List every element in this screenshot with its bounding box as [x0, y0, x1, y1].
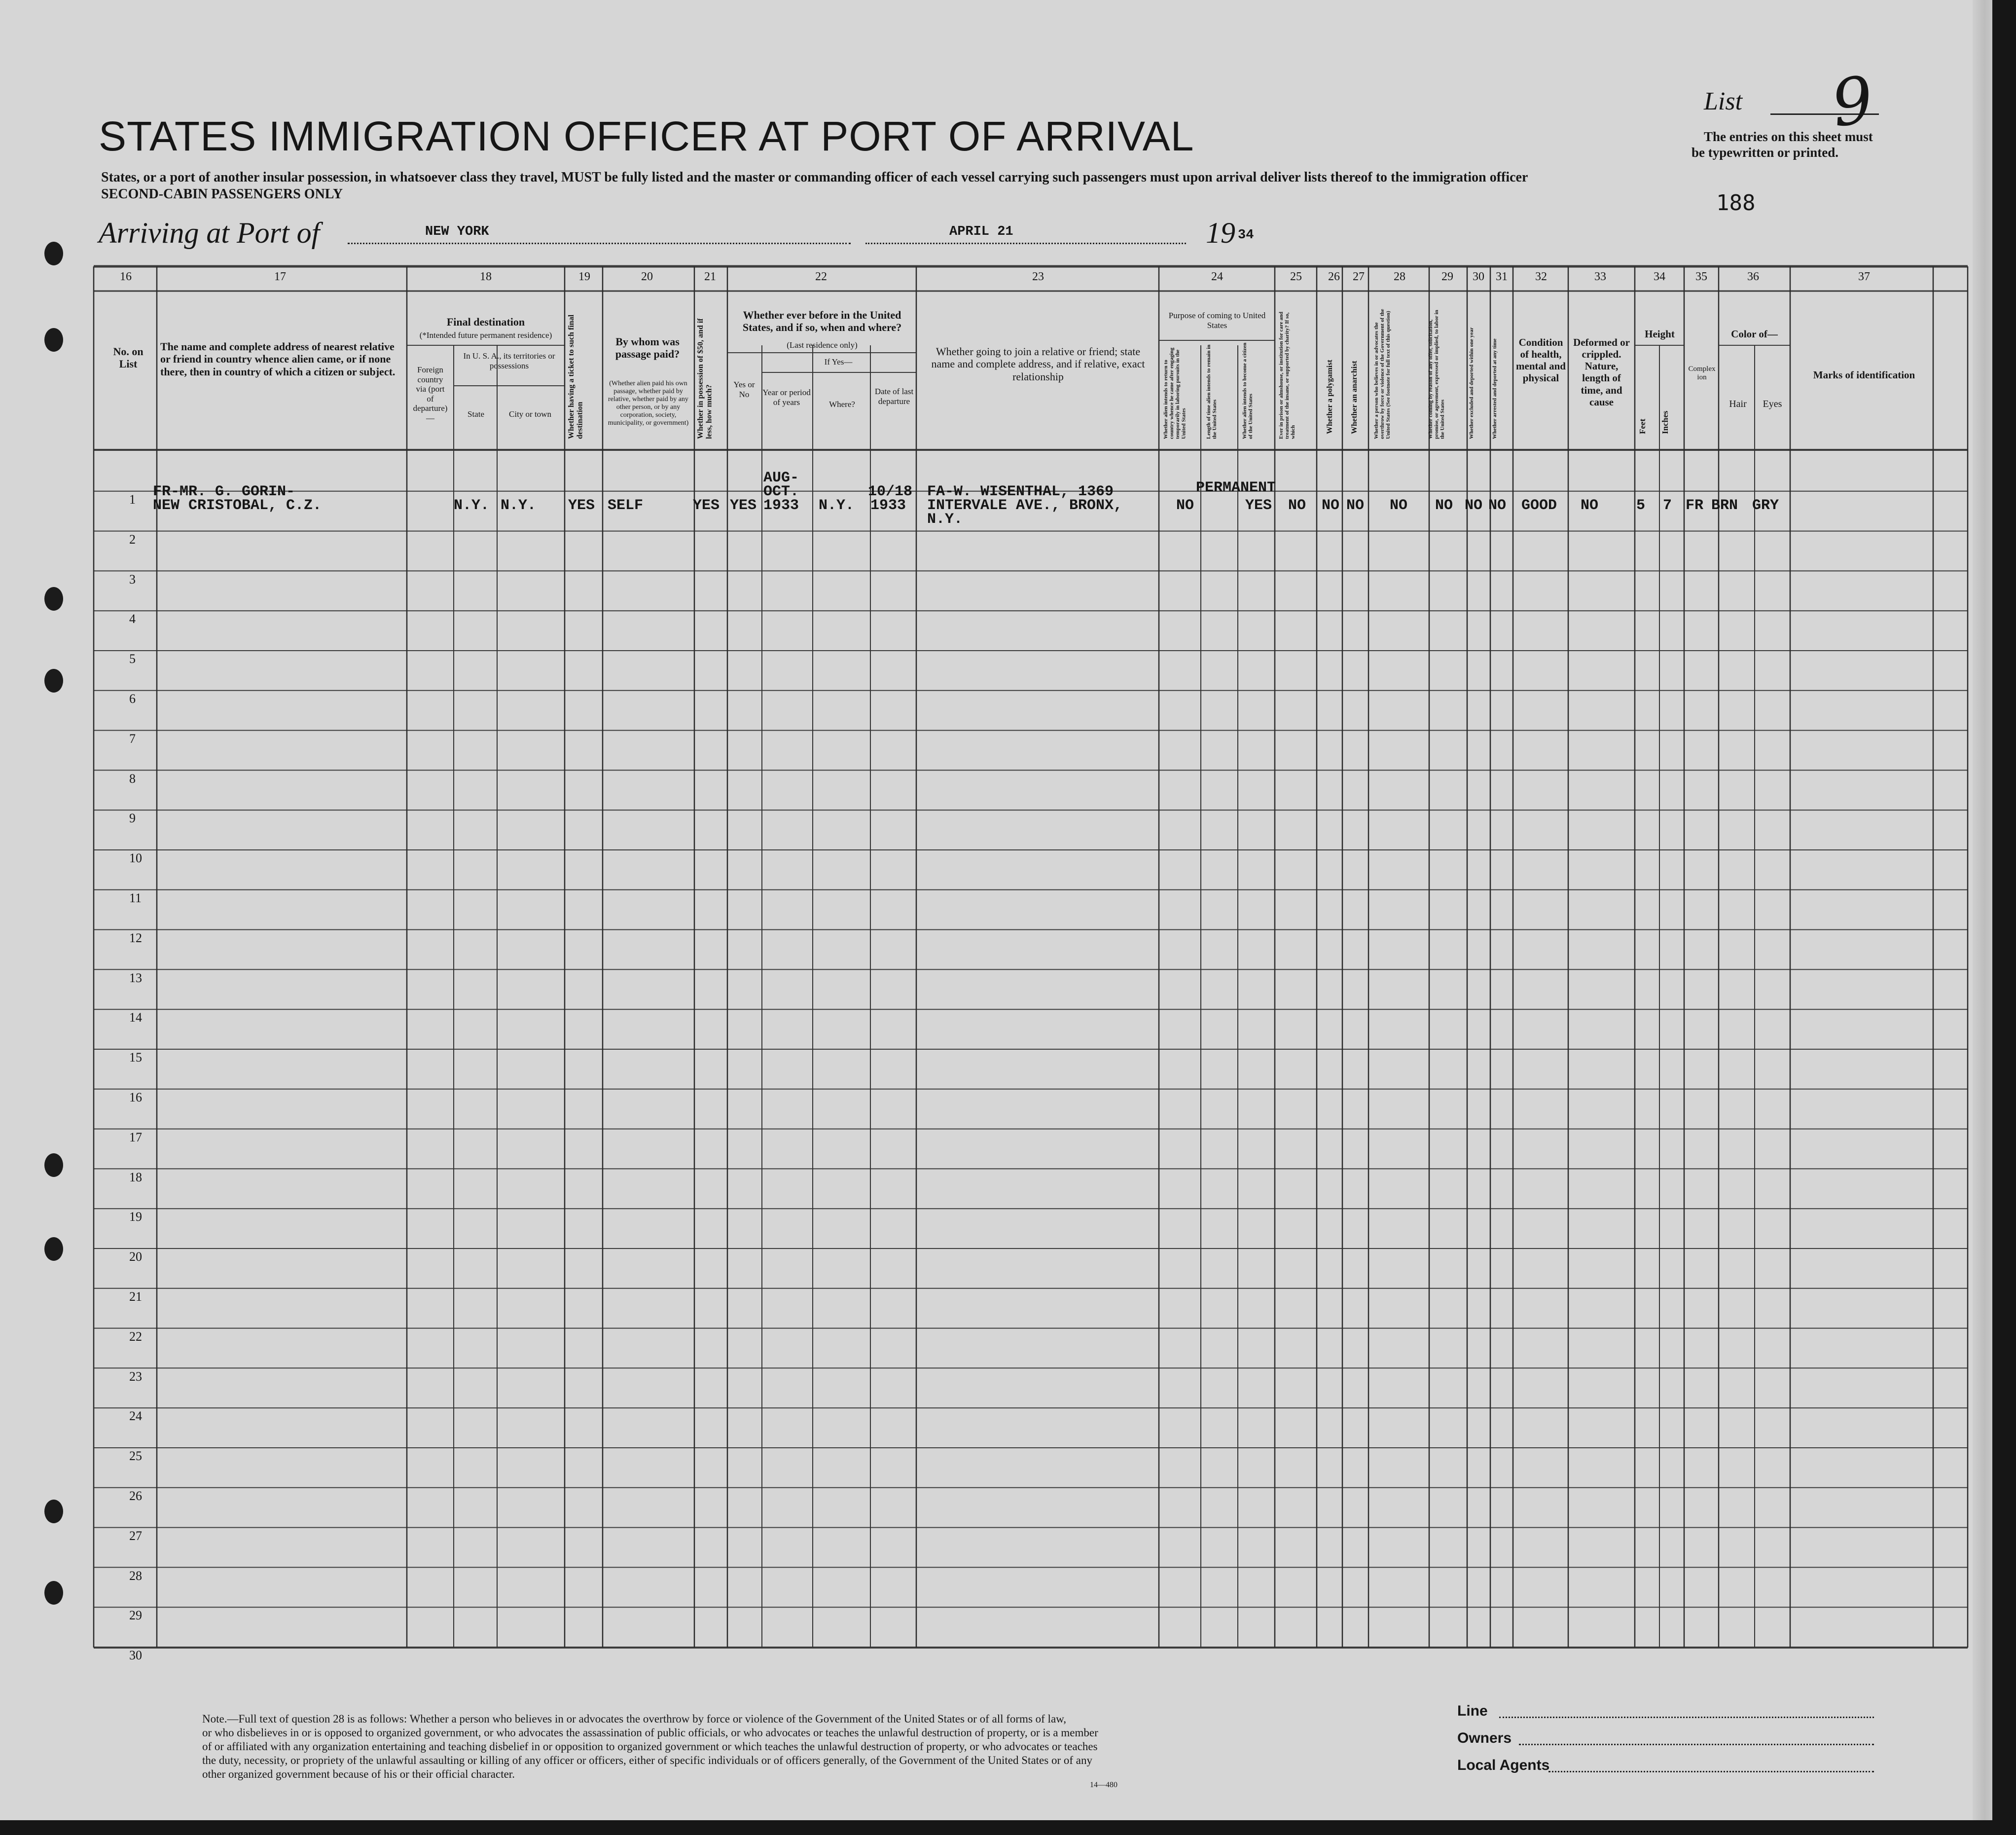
line-label: Line — [1457, 1703, 1488, 1719]
header-question-29: Whether coming by reason of any offer, solicitation, promise, or agreement, expressed or implied, to labor in the United States — [1428, 310, 1446, 439]
header-city: City or town — [509, 409, 551, 419]
column-number: 18 — [480, 270, 492, 283]
destination-state: N.Y. — [454, 497, 490, 514]
header-question-31: Whether arrested and deported at any time — [1492, 338, 1498, 439]
page-number: 188 — [1716, 190, 1756, 216]
footnote: Note.—Full text of question 28 is as follows: Whether a person who believes in or advocates the overthrow by force or violence of the Government of the United States or of all forms of law, — [202, 1713, 1067, 1725]
column-number: 24 — [1211, 270, 1223, 283]
column-number: 27 — [1353, 270, 1365, 283]
header-last-residence: (Last residence only) — [787, 340, 858, 350]
line-field — [1499, 1717, 1874, 1718]
local-agents-label: Local Agents — [1457, 1757, 1550, 1773]
relative-address: NEW CRISTOBAL, C.Z. — [153, 497, 322, 514]
footnote: other organized government because of his or their official character. — [202, 1768, 515, 1780]
header-deformed: Deformed or crippled. Nature, length of time, and cause — [1573, 336, 1630, 408]
footnote: or who disbelieves in or is opposed to organized government, or who advocates the assassination of public officials, or who advocates or teaches the unlawful destruction of property, or is a member — [202, 1726, 1098, 1739]
header-state: State — [468, 409, 484, 419]
column-number: 21 — [704, 270, 716, 283]
header-possession-50: Whether in possession of $50, and if less, how much? — [696, 318, 714, 439]
header-question-30: Whether excluded and deported within one year — [1469, 327, 1475, 439]
header-color-of: Color of— — [1731, 328, 1778, 340]
header-prison: Ever in prison or almshouse, or institution for care and treatment of the insane, or supported by charity? If so, which — [1278, 311, 1296, 439]
header-if-yes: If Yes— — [824, 357, 853, 367]
header-no-on-list: No. on List — [113, 345, 144, 370]
joining-relative: INTERVALE AVE., BRONX, — [927, 497, 1123, 514]
header-eyes: Eyes — [1763, 399, 1782, 409]
height-feet: 5 — [1636, 497, 1646, 514]
footnote: of or affiliated with any organization entertaining and teaching disbelief in or opposition to organized government or which teaches the unlawful destruction of property, or who advocates or teaches — [202, 1740, 1098, 1753]
manifest-sheet: List 9 STATES IMMIGRATION OFFICER AT PORT OF ARRIVAL The entries on this sheet must be typewritten or printed. States, or a port of another insular possession, in whatsoever class they travel, MUST be fully listed and the master or commanding officer of each vessel carrying such passengers must upon arrival deliver lists thereof to the immigration officer SECOND-CABIN PASSENGERS ONLY 188 Arriving at Port of NEW YORK APRIL 21 19 34 16 17 18 19 20 21 22 23 24 25 26 27 28 29 30 31 32 33 34 35 36 37 No. on List The name and complete address of nearest relative or friend in country whence alien came, or if none there, then in country of which a citizen or subject. Final destination (*Intended future permanent residence) Foreign country via (port of departure)— In U. S. A., its territories or possessions State City or town Whether having a ticket to such final destination By whom was passage paid? (Whether alien paid his own passage, whether paid by relative, whether paid by any other person, or by any corporation, society, municipality, or government) Whether in possession of $50, and if less, how much? Whether ever before in the United States, and if so, when and where? (Last residence only) If Yes— Yes or No Year or period of years Where? Date of last departure Whether going to join a relative or friend; state name and complete address, and if relative, exact relationship Purpose of coming to United States Whether alien intends to return to country whence he came after engaging temporarily in laboring pursuits in the United States Length of time alien intends to remain in the United States Whether alien intends to become a citizen of the United States Ever in prison or almshouse, or institution for care and treatment of the insane, or supported by charity? If so, which Whether a polygamist Whether an anarchist Whether a person who believes in or advocates the overthrow by force or violence of the Government of the United States (See footnote for full text of this question) Whether coming by reason of any offer, solicitation, promise, or agreement, expressed or implied, to labor in the United States Whether excluded and deported within one year Whether arrested and deported at any time Condition of health, mental and physical Deformed or crippled. Nature, length of time, and cause Height Feet Inches Complexion Color of— Hair Eyes Marks of identification 1 2 3 4 5 6 7 8 9 10 11 12 13 14 15 16 17 18 19 20 21 22 23 24 25 26 27 28 29 30 FR-MR. G. GORIN- NEW CRISTOBAL, C.Z. N.Y. N.Y. YES SELF YES YES AUG- OCT. 1933 N.Y. 10/18 1933 FA-W. WISENTHAL, 1369 INTERVALE AVE., BRONX, N.Y. NO PERMANENT YES NO NO NO NO NO NO NO GOOD NO 5 7 FR BRN GRY Note.—Full text of question 28 is as follows: Whether a person who believes in or advocates the overthrow by force or violence of the Government of the United States or of all forms of law, or who disbelieves in or is opposed to organized government, or who advocates the assassination of public officials, or who advocates or teaches the unlawful destruction of property, or is a member of or affiliated with any organization entertaining and teaching disbelief in or opposition to organized government or which teaches the unlawful destruction of property, or who advocates or teaches the duty, necessity, or propriety of the unlawful assaulting or killing of any officer or officers, either of specific individuals or of officers generally, of the Government of the United States or of any other organized government because of his or their official character. 14—480 Line Owners Local Agents — [0, 0, 1992, 1820]
question-30: NO — [1465, 497, 1483, 514]
header-question-28: Whether a person who believes in or advocates the overthrow by force or violence of the Government of the United States (See footnote for full text of this question) — [1373, 309, 1392, 439]
possession-50: YES — [693, 497, 720, 514]
header-purpose-return: Whether alien intends to return to country whence he came after engaging temporarily in laboring pursuits in the United States — [1163, 347, 1187, 439]
destination-city: N.Y. — [501, 497, 537, 514]
height-inches: 7 — [1663, 497, 1672, 514]
header-foreign-country: Foreign country via (port of departure)— — [413, 365, 448, 423]
column-number: 26 — [1328, 270, 1340, 283]
last-departure: 1933 — [870, 497, 906, 514]
column-number: 17 — [274, 270, 286, 283]
health-condition: GOOD — [1521, 497, 1557, 514]
column-number: 25 — [1290, 270, 1302, 283]
year-period: AUG- — [763, 470, 799, 486]
question-28: NO — [1390, 497, 1408, 514]
year-period: OCT. — [763, 483, 799, 500]
header-purpose: Purpose of coming to United States — [1168, 311, 1266, 330]
year-period: 1933 — [763, 497, 799, 514]
header-final-destination: Final destination — [446, 316, 525, 328]
column-number: 37 — [1858, 270, 1870, 283]
column-number: 33 — [1594, 270, 1606, 283]
list-number: 9 — [1827, 61, 1878, 142]
header-purpose-length: Length of time alien intends to remain in the United States — [1206, 344, 1218, 439]
header-relative: The name and complete address of nearest relative or friend in country whence alien came, or if none there, then in country of which a citizen or subject. — [160, 340, 396, 378]
column-number: 34 — [1654, 270, 1665, 283]
question-31: NO — [1488, 497, 1507, 514]
column-number: 28 — [1394, 270, 1405, 283]
header-passage-note: (Whether alien paid his own passage, whether paid by relative, whether paid by any other person, or by any corporation, society, municipality, or government) — [608, 380, 689, 427]
header-anarchist: Whether an anarchist — [1350, 361, 1359, 434]
header-passage: By whom was passage paid? — [615, 335, 680, 361]
anarchist: NO — [1346, 497, 1365, 514]
column-number: 22 — [815, 270, 827, 283]
polygamist: NO — [1322, 497, 1340, 514]
local-agents-field — [1548, 1771, 1874, 1772]
header-feet: Feet — [1638, 418, 1647, 434]
become-citizen: YES — [1245, 497, 1272, 514]
header-polygamist: Whether a polygamist — [1326, 360, 1334, 434]
footnote: the duty, necessity, or propriety of the unlawful assaulting or killing of any officer or officers, either of specific individuals or of officers generally, of the Government of the United States or of any — [202, 1754, 1092, 1766]
owners-label: Owners — [1457, 1730, 1512, 1746]
year-prefix: 19 — [1206, 217, 1235, 249]
typewritten-note-line1: The entries on this sheet must — [1704, 129, 1873, 144]
has-ticket: YES — [568, 497, 595, 514]
column-number: 20 — [641, 270, 653, 283]
header-marks: Marks of identification — [1813, 369, 1915, 381]
cabin-class: SECOND-CABIN PASSENGERS ONLY — [101, 186, 343, 202]
list-label: List — [1704, 87, 1743, 115]
column-number: 35 — [1695, 270, 1707, 283]
in-prison: NO — [1288, 497, 1306, 514]
header-purpose-citizen: Whether alien intends to become a citizen of the United States — [1242, 342, 1254, 439]
header-complexion: Complexion — [1688, 365, 1716, 382]
previous-residence: N.Y. — [819, 497, 855, 514]
header-where: Where? — [829, 400, 855, 409]
question-29: NO — [1435, 497, 1453, 514]
column-number: 23 — [1032, 270, 1044, 283]
ever-before-us: YES — [730, 497, 757, 514]
column-number: 29 — [1441, 270, 1453, 283]
header-joining: Whether going to join a relative or friend; state name and complete address, and if relative, exact relationship — [931, 345, 1145, 383]
return-to-country: NO — [1176, 497, 1194, 514]
eye-color: GRY — [1752, 497, 1779, 514]
header-ticket: Whether having a ticket to such final destination — [567, 314, 584, 439]
arrival-port: NEW YORK — [425, 224, 489, 239]
hair-color: BRN — [1711, 497, 1738, 514]
column-number: 36 — [1747, 270, 1759, 283]
arrival-date: APRIL 21 — [949, 224, 1013, 239]
arriving-label: Arriving at Port of — [99, 217, 320, 249]
header-date-last-departure: Date of last departure — [874, 387, 914, 406]
year-suffix: 34 — [1238, 228, 1254, 243]
intro-text: States, or a port of another insular possession, in whatsoever class they travel, MUST be fully listed and the master or commanding officer of each vessel carrying such passengers must upon arrival deliver lists thereof to the immigration officer — [101, 170, 1528, 185]
header-in-usa: In U. S. A., its territories or possessions — [463, 351, 555, 370]
header-yes-no: Yes or No — [733, 380, 755, 399]
column-number: 32 — [1535, 270, 1547, 283]
form-number: 14—480 — [1090, 1781, 1117, 1789]
header-final-destination-note: (*Intended future permanent residence) — [419, 330, 552, 340]
last-departure: 10/18 — [868, 483, 913, 500]
complexion: FR — [1686, 497, 1704, 514]
joining-relative: N.Y. — [927, 511, 963, 528]
header-ever-before: Whether ever before in the United States, and if so, when and where? — [742, 309, 902, 334]
header-hair: Hair — [1729, 399, 1747, 409]
column-number: 19 — [578, 270, 590, 283]
typewritten-note-line2: be typewritten or printed. — [1692, 145, 1838, 160]
passage-paid-by: SELF — [608, 497, 644, 514]
column-number: 31 — [1496, 270, 1508, 283]
deformed: NO — [1581, 497, 1599, 514]
column-number: 16 — [120, 270, 132, 283]
page-title: STATES IMMIGRATION OFFICER AT PORT OF ARRIVAL — [99, 113, 1194, 159]
header-height: Height — [1645, 328, 1675, 340]
relative-name: FR-MR. G. GORIN- — [153, 483, 295, 500]
header-year-period: Year or period of years — [762, 388, 811, 407]
length-of-stay: PERMANENT — [1196, 479, 1276, 496]
owners-field — [1519, 1744, 1874, 1745]
header-health: Condition of health, mental and physical — [1516, 336, 1566, 384]
joining-relative: FA-W. WISENTHAL, 1369 — [927, 483, 1114, 500]
header-inches: Inches — [1660, 410, 1670, 434]
column-number: 30 — [1473, 270, 1484, 283]
